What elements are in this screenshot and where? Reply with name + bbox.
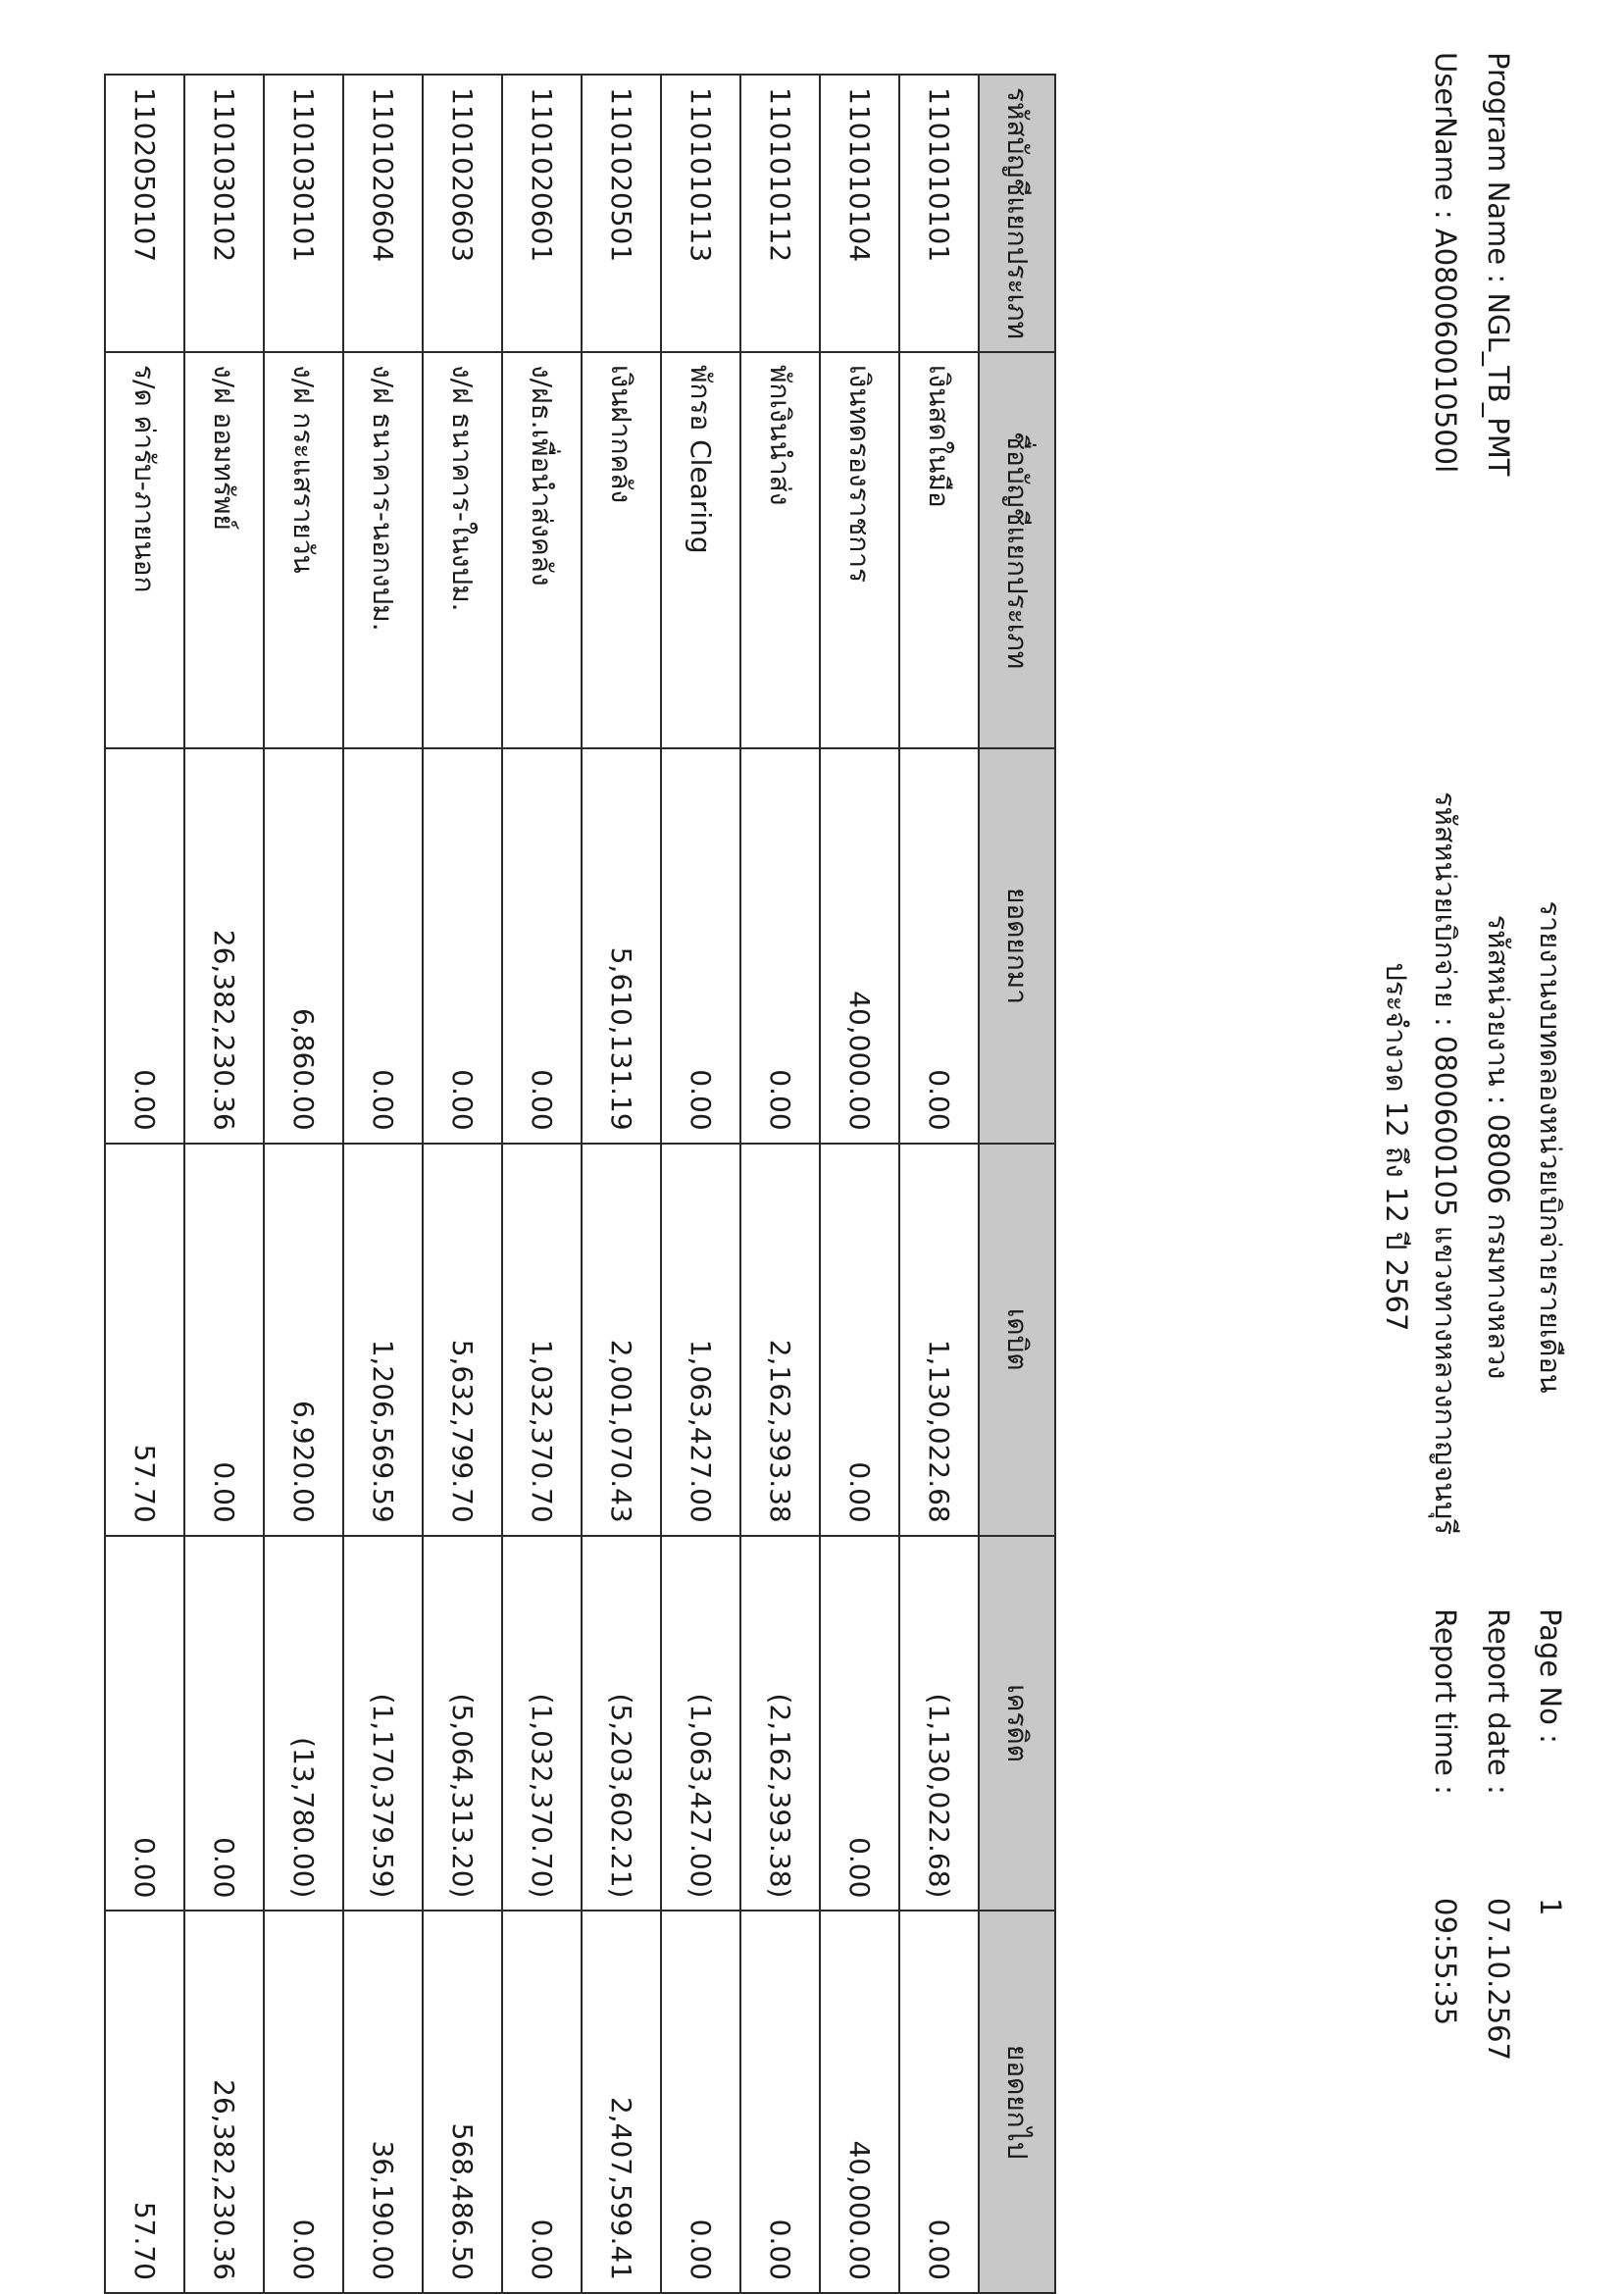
account-name-cell: ง/ฝ ธนาคาร-ในงปม.: [423, 352, 502, 748]
table-row: [184, 75, 264, 2293]
carried-forward-cell: 2,407,599.41: [582, 1911, 661, 2293]
credit-cell: (13,780.00): [264, 1536, 343, 1912]
brought-forward-cell: 40,000.00: [820, 748, 899, 1143]
credit-cell: (5,203,602.21): [582, 1536, 661, 1912]
credit-cell: (1,130,022.68): [899, 1536, 979, 1912]
account-code-cell: 1101010113: [661, 75, 740, 352]
brought-forward-cell: 0.00: [740, 748, 820, 1143]
page-no-label: Page No :: [1534, 1608, 1567, 1744]
debit-cell: 1,206,569.59: [343, 1144, 423, 1536]
carried-forward-cell: 0.00: [661, 1911, 740, 2293]
carried-forward-cell: 36,190.00: [343, 1911, 423, 2293]
table-row: [423, 75, 502, 2293]
debit-cell: 6,920.00: [264, 1144, 343, 1536]
table-row: [582, 75, 661, 2293]
report-title: รายงานงบทดลองหน่วยเบิกจ่ายรายเดือน: [1534, 900, 1567, 1394]
carried-forward-cell: 40,000.00: [820, 1911, 899, 2293]
col-header-brought-forward: ยอดยกมา: [979, 748, 1055, 1143]
debit-cell: 0.00: [820, 1144, 899, 1536]
debit-cell: 0.00: [184, 1144, 264, 1536]
account-name-cell: พักรอ Clearing: [661, 352, 740, 748]
credit-cell: 0.00: [820, 1536, 899, 1912]
brought-forward-cell: 0.00: [343, 748, 423, 1143]
brought-forward-cell: 6,860.00: [264, 748, 343, 1143]
account-code-cell: 1101020603: [423, 75, 502, 352]
table-row: [264, 75, 343, 2293]
account-name-cell: เงินสดในมือ: [899, 352, 979, 748]
col-header-debit: เดบิต: [979, 1144, 1055, 1536]
carried-forward-cell: 0.00: [264, 1911, 343, 2293]
credit-cell: (5,064,313.20): [423, 1536, 502, 1912]
account-code-cell: 1101020604: [343, 75, 423, 352]
debit-cell: 1,130,022.68: [899, 1144, 979, 1536]
credit-cell: (1,032,370.70): [502, 1536, 582, 1912]
brought-forward-cell: 0.00: [899, 748, 979, 1143]
col-header-account-code: รหัสบัญชีแยกประเภท: [979, 75, 1055, 352]
brought-forward-cell: 0.00: [423, 748, 502, 1143]
debit-cell: 5,632,799.70: [423, 1144, 502, 1536]
carried-forward-cell: 26,382,230.36: [184, 1911, 264, 2293]
account-name-cell: ง/ฝ กระแสรายวัน: [264, 352, 343, 748]
account-code-cell: 1101030101: [264, 75, 343, 352]
credit-cell: (1,170,379.59): [343, 1536, 423, 1912]
report-time-value: 09:55:35: [1429, 1898, 1462, 2026]
table-row: [343, 75, 423, 2293]
debit-cell: 57.70: [105, 1144, 184, 1536]
debit-cell: 1,063,427.00: [661, 1144, 740, 1536]
report-date-value: 07.10.2567: [1482, 1898, 1515, 2062]
account-name-cell: พักเงินนำส่ง: [740, 352, 820, 748]
debit-cell: 2,001,070.43: [582, 1144, 661, 1536]
table-row: [502, 75, 582, 2293]
table-row: [740, 75, 820, 2293]
brought-forward-cell: 5,610,131.19: [582, 748, 661, 1143]
agency-line: รหัสหน่วยงาน : 08006 กรมทางหลวง: [1482, 914, 1515, 1380]
page-no-value: 1: [1534, 1898, 1567, 1916]
credit-cell: (2,162,393.38): [740, 1536, 820, 1912]
account-name-cell: เงินฝากคลัง: [582, 352, 661, 748]
account-name-cell: ร/ด ค่ารับ-ภายนอก: [105, 352, 184, 748]
carried-forward-cell: 0.00: [740, 1911, 820, 2293]
brought-forward-cell: 0.00: [502, 748, 582, 1143]
account-name-cell: ง/ฝ ธนาคาร-นอกงปม.: [343, 352, 423, 748]
brought-forward-cell: 26,382,230.36: [184, 748, 264, 1143]
brought-forward-cell: 0.00: [105, 748, 184, 1143]
carried-forward-cell: 568,486.50: [423, 1911, 502, 2293]
brought-forward-cell: 0.00: [661, 748, 740, 1143]
account-name-cell: เงินทดรองราชการ: [820, 352, 899, 748]
col-header-account-name: ชื่อบัญชีแยกประเภท: [979, 352, 1055, 748]
table-header-row: [979, 75, 1055, 2293]
account-code-cell: 1101010112: [740, 75, 820, 352]
program-name: Program Name : NGL_TB_PMT: [1482, 52, 1515, 477]
account-code-cell: 1101010104: [820, 75, 899, 352]
report-time-label: Report time :: [1429, 1608, 1462, 1795]
credit-cell: 0.00: [105, 1536, 184, 1912]
table-row: [661, 75, 740, 2293]
period-line: ประจำงวด 12 ถึง 12 ปี 2567: [1380, 962, 1413, 1332]
disbursing-unit-line: รหัสหน่วยเบิกจ่าย : 0800600105 แขวงทางหลวงกาญจนบุรี: [1429, 791, 1462, 1535]
col-header-credit: เครดิต: [979, 1536, 1055, 1912]
credit-cell: (1,063,427.00): [661, 1536, 740, 1912]
username: UserName : A080060010500l: [1429, 52, 1462, 474]
carried-forward-cell: 57.70: [105, 1911, 184, 2293]
carried-forward-cell: 0.00: [899, 1911, 979, 2293]
report-date-label: Report date :: [1482, 1608, 1515, 1795]
debit-cell: 2,162,393.38: [740, 1144, 820, 1536]
table-body: [105, 75, 979, 2293]
credit-cell: 0.00: [184, 1536, 264, 1912]
account-code-cell: 1101020601: [502, 75, 582, 352]
account-name-cell: ง/ฝ ออมทรัพย์: [184, 352, 264, 748]
table-row: [899, 75, 979, 2293]
account-code-cell: 1101020501: [582, 75, 661, 352]
account-name-cell: ง/ฝธ.เพื่อนำส่งคลัง: [502, 352, 582, 748]
account-code-cell: 1102050107: [105, 75, 184, 352]
debit-cell: 1,032,370.70: [502, 1144, 582, 1536]
table-row: [105, 75, 184, 2293]
account-code-cell: 1101030102: [184, 75, 264, 352]
trial-balance-table: [104, 74, 1056, 2294]
col-header-carried-forward: ยอดยกไป: [979, 1911, 1055, 2293]
carried-forward-cell: 0.00: [502, 1911, 582, 2293]
account-code-cell: 1101010101: [899, 75, 979, 352]
table-row: [820, 75, 899, 2293]
